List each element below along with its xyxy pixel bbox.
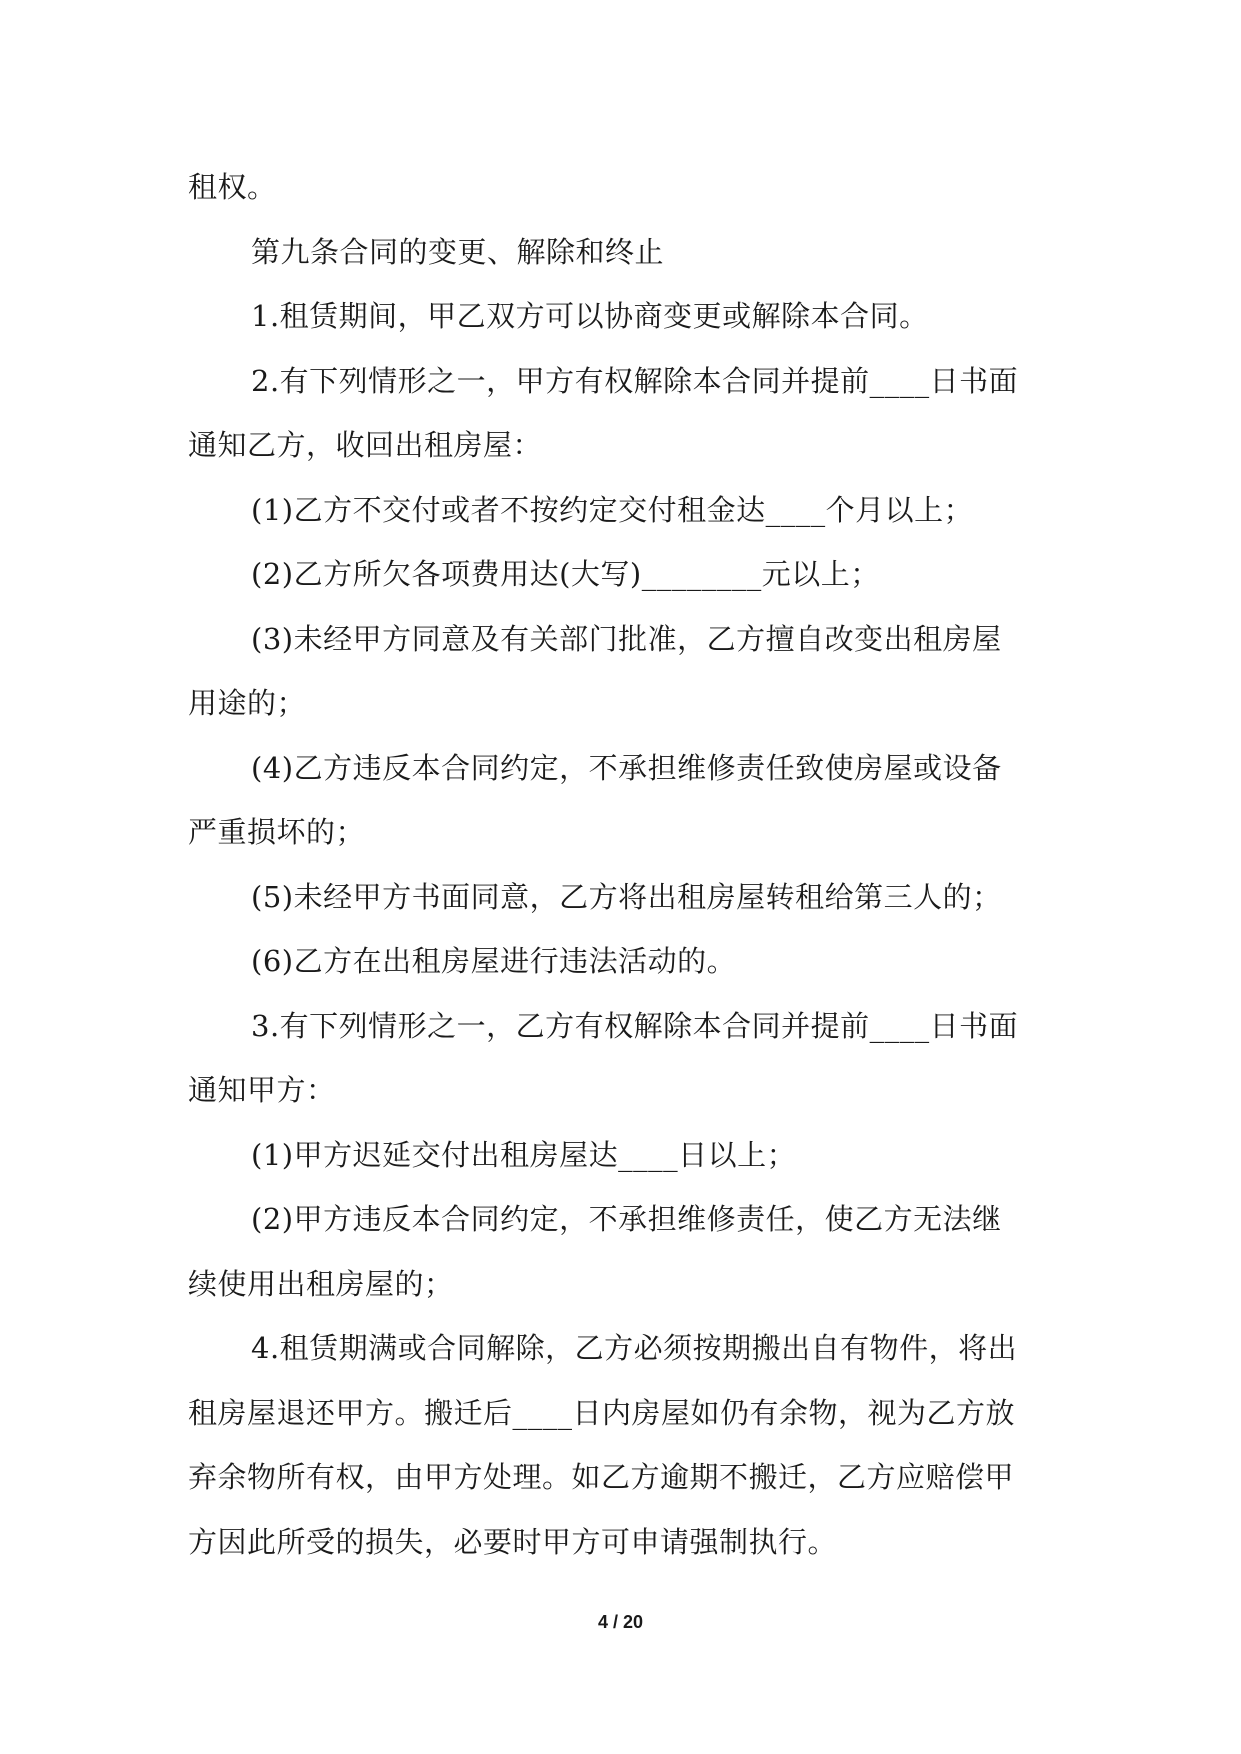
- paragraph-line: 2.有下列情形之一，甲方有权解除本合同并提前____日书面: [251, 363, 1019, 398]
- list-item: (2)甲方违反本合同约定，不承担维修责任，使乙方无法继: [251, 1202, 1002, 1236]
- paragraph-line: 弃余物所有权，由甲方处理。如乙方逾期不搬迁，乙方应赔偿甲: [188, 1460, 1015, 1494]
- paragraph-line: 租房屋退还甲方。搬迁后____日内房屋如仍有余物，视为乙方放: [188, 1395, 1016, 1430]
- paragraph-line: 通知乙方，收回出租房屋：: [188, 428, 543, 462]
- list-item: (1)甲方迟延交付出租房屋达____日以上；: [251, 1137, 797, 1172]
- list-item: (5)未经甲方书面同意，乙方将出租房屋转租给第三人的；: [251, 879, 1002, 914]
- paragraph-line: 通知甲方：: [188, 1073, 336, 1107]
- section-heading: 第九条合同的变更、解除和终止: [251, 234, 665, 269]
- list-item: (4)乙方违反本合同约定，不承担维修责任致使房屋或设备: [251, 750, 1002, 785]
- paragraph-line: 严重损坏的；: [188, 815, 366, 849]
- paragraph-line: 3.有下列情形之一，乙方有权解除本合同并提前____日书面: [251, 1008, 1019, 1043]
- list-item: (3)未经甲方同意及有关部门批准，乙方擅自改变出租房屋: [251, 621, 1002, 656]
- paragraph-line: 方因此所受的损失，必要时甲方可申请强制执行。: [188, 1524, 838, 1559]
- list-item: (6)乙方在出租房屋进行违法活动的。: [251, 944, 737, 978]
- page-number: 4 / 20: [597, 1612, 644, 1632]
- list-item: (1)乙方不交付或者不按约定交付租金达____个月以上；: [251, 492, 974, 527]
- paragraph-line: 续使用出租房屋的；: [188, 1266, 454, 1301]
- document-body: [188, 155, 1058, 1574]
- paragraph-line: 1.租赁期间，甲乙双方可以协商变更或解除本合同。: [251, 299, 929, 333]
- paragraph-line: 用途的；: [188, 686, 307, 720]
- paragraph-line: 租权。: [188, 170, 277, 204]
- paragraph-line: 4.租赁期满或合同解除，乙方必须按期搬出自有物件，将出: [251, 1331, 1018, 1365]
- list-item: (2)乙方所欠各项费用达(大写)________元以上；: [251, 557, 880, 591]
